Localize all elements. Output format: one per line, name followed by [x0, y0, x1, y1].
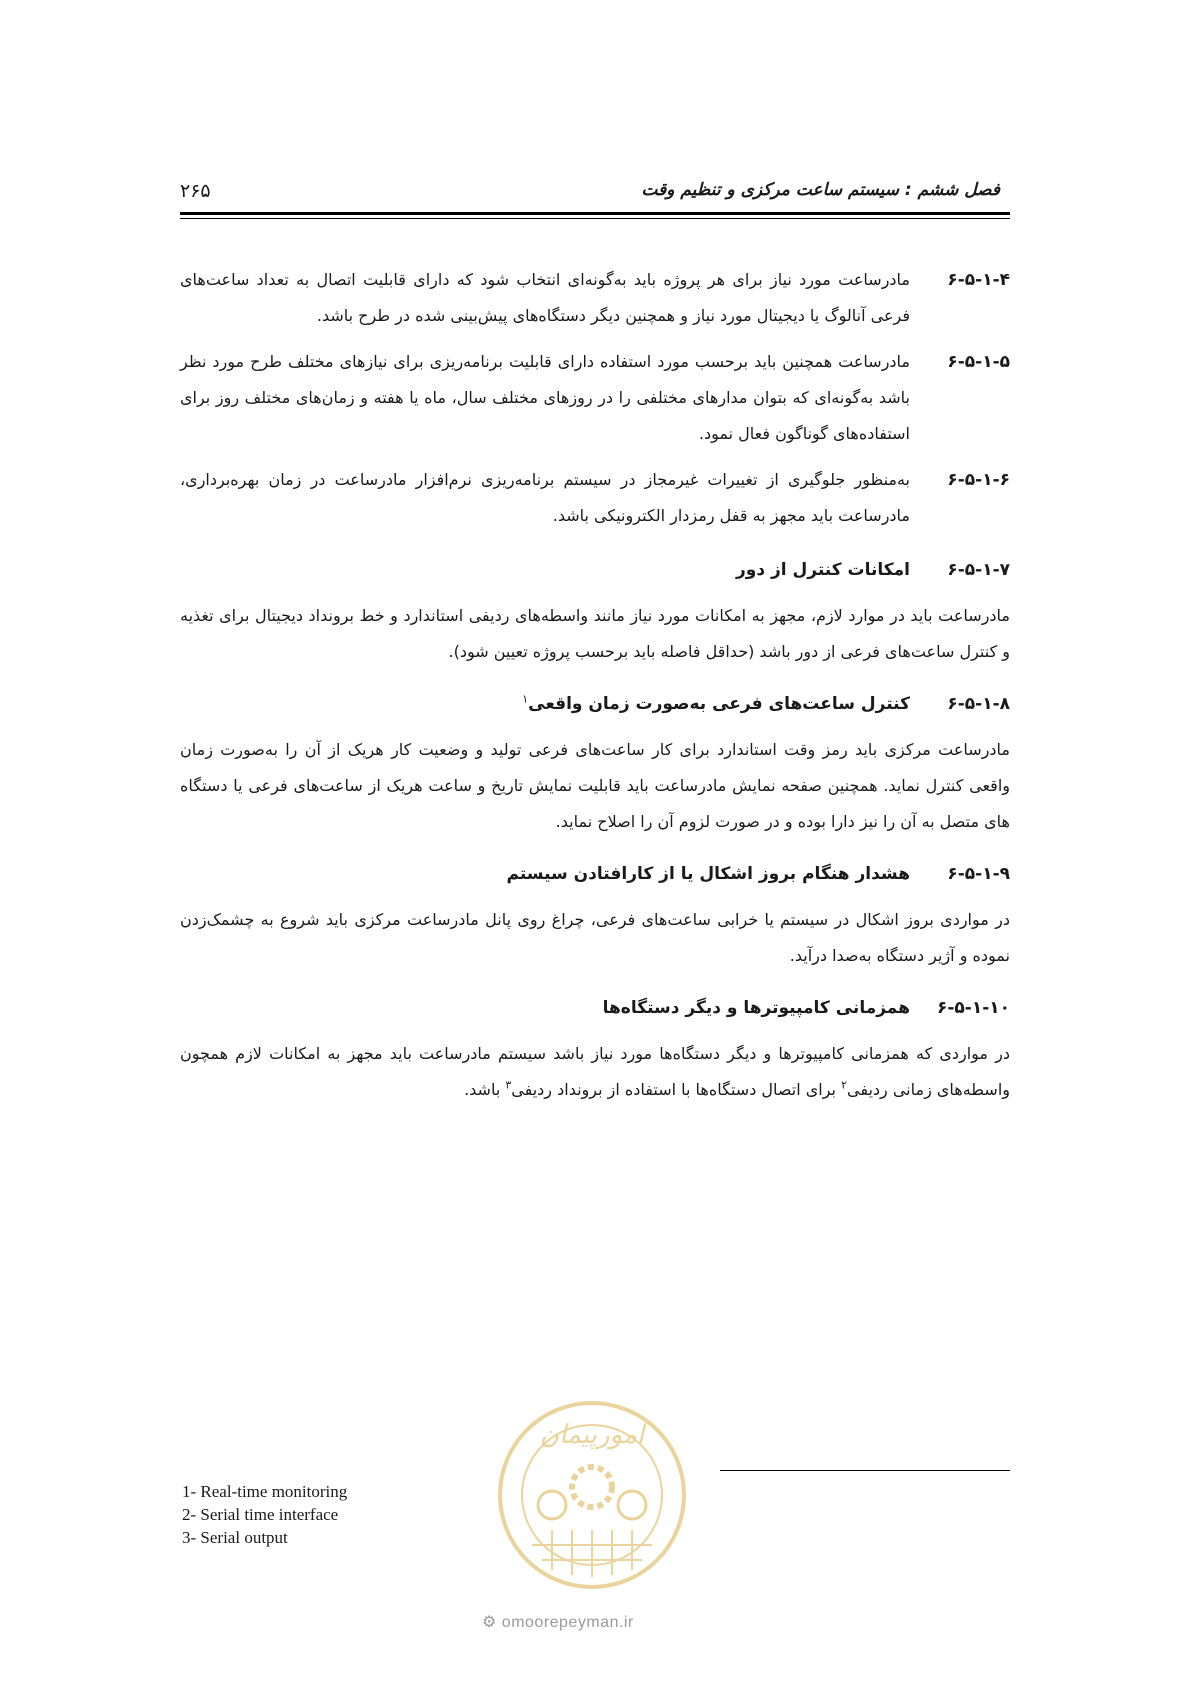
clause-number: ۶-۵-۱-۶ [947, 470, 1010, 490]
section-body: مادرساعت مرکزی باید رمز وقت استاندارد برای کار ساعت‌های فرعی تولید و وضعیت کار هریک از آن را به‌صورت زمان واقعی کنترل نماید. همچنین صفحه نمایش مادرساعت باید قابلیت نمایش تاریخ و ساعت هریک از ساعت‌های فرعی یا دستگاه های متصل به آن را نیز دارا بوده و در صورت لزوم آن را اصلاح نماید. [180, 740, 1010, 831]
section-title: کنترل ساعت‌های فرعی به‌صورت زمان واقعی [528, 694, 910, 714]
footnote-divider [720, 1470, 1010, 1471]
section-body-part: برای اتصال دستگاه‌ها با استفاده از برونداد ردیفی [511, 1080, 842, 1099]
page-content [180, 262, 1010, 1124]
section-title: هشدار هنگام بروز اشکال یا از کارافتادن سیستم [506, 864, 910, 884]
header-rule-thick [180, 212, 1010, 215]
section-number: ۶-۵-۱-۷ [947, 560, 1010, 580]
clause-text: مادرساعت مورد نیاز برای هر پروژه باید به‌گونه‌ای انتخاب شود که دارای قابلیت اتصال به تعداد ساعت‌های فرعی آنالوگ یا دیجیتال مورد نیاز و همچنین دیگر دستگاه‌های پیش‌بینی شده در طرح باشد. [180, 270, 910, 325]
section-heading-6-5-1-10 [180, 990, 1010, 1026]
clause-text: مادرساعت همچنین باید برحسب مورد استفاده دارای قابلیت برنامه‌ریزی برای نیازهای مختلف طرح مورد نظر باشد به‌گونه‌ای که بتوان مدارهای مختلفی را در روزهای مختلف سال، ماه یا هفته و زمان‌های مختلف روز برای استفاده‌های گوناگون فعال نمود. [180, 352, 910, 443]
section-heading-6-5-1-9 [180, 856, 1010, 892]
svg-text:امورپیمان: امورپیمان [539, 1420, 645, 1450]
footnote-3: 3- Serial output [182, 1528, 288, 1547]
section-title: همزمانی کامپیوترها و دیگر دستگاه‌ها [602, 998, 910, 1018]
watermark-url: ⚙ omoorepeyman.ir [482, 1614, 634, 1631]
chapter-title: فصل ششم : سیستم ساعت مرکزی و تنظیم وقت [641, 180, 1000, 200]
clause-number: ۶-۵-۱-۵ [947, 352, 1010, 372]
section-heading-6-5-1-7 [180, 552, 1010, 588]
section-number: ۶-۵-۱-۱۰ [936, 998, 1010, 1018]
footnote-2: 2- Serial time interface [182, 1505, 339, 1524]
footnote-marker: ۳ [505, 1078, 512, 1092]
clause-text: به‌منظور جلوگیری از تغییرات غیرمجاز در سیستم برنامه‌ریزی نرم‌افزار مادرساعت در زمان بهره‌برداری، مادرساعت باید مجهز به قفل رمزدار الکترونیکی باشد. [180, 470, 910, 525]
page-number: ۲۶۵ [180, 180, 211, 202]
section-body-part: باشد. [464, 1080, 506, 1099]
footnote-1: 1- Real-time monitoring [182, 1482, 348, 1501]
watermark-url-text: omoorepeyman.ir [501, 1614, 634, 1631]
footnote-marker: ۱ [522, 692, 529, 706]
section-body-part: در مواردی که همزمانی کامپیوترها و دیگر دستگاه‌ها مورد نیاز باشد سیستم مادرساعت باید مجهز به امکانات لازم همچون واسطه‌های زمانی ردیفی [180, 1044, 1010, 1099]
footnotes [182, 1480, 347, 1549]
page-header [180, 180, 1010, 220]
watermark-seal [492, 1395, 692, 1595]
section-number: ۶-۵-۱-۹ [947, 864, 1010, 884]
section-body: در مواردی بروز اشکال در سیستم یا خرابی ساعت‌های فرعی، چراغ روی پانل مادرساعت مرکزی باید شروع به چشمک‌زدن نموده و آژیر دستگاه به‌صدا درآید. [180, 910, 1010, 965]
clause-6-5-1-5 [180, 344, 1010, 452]
section-title: امکانات کنترل از دور [735, 560, 910, 580]
clause-6-5-1-6 [180, 462, 1010, 534]
footnote-marker: ۲ [841, 1078, 848, 1092]
clause-6-5-1-4 [180, 262, 1010, 334]
section-body [180, 1036, 1010, 1108]
header-rule-thin [180, 218, 1010, 219]
section-number: ۶-۵-۱-۸ [947, 694, 1010, 714]
clause-number: ۶-۵-۱-۴ [947, 270, 1010, 290]
section-heading-6-5-1-8 [180, 686, 1010, 722]
section-body: مادرساعت باید در موارد لازم، مجهز به امکانات مورد نیاز مانند واسطه‌های ردیفی استاندارد و خط برونداد دیجیتال برای تغذیه و کنترل ساعت‌های فرعی از دور باشد (حداقل فاصله باید برحسب پروژه تعیین شود). [180, 606, 1010, 661]
